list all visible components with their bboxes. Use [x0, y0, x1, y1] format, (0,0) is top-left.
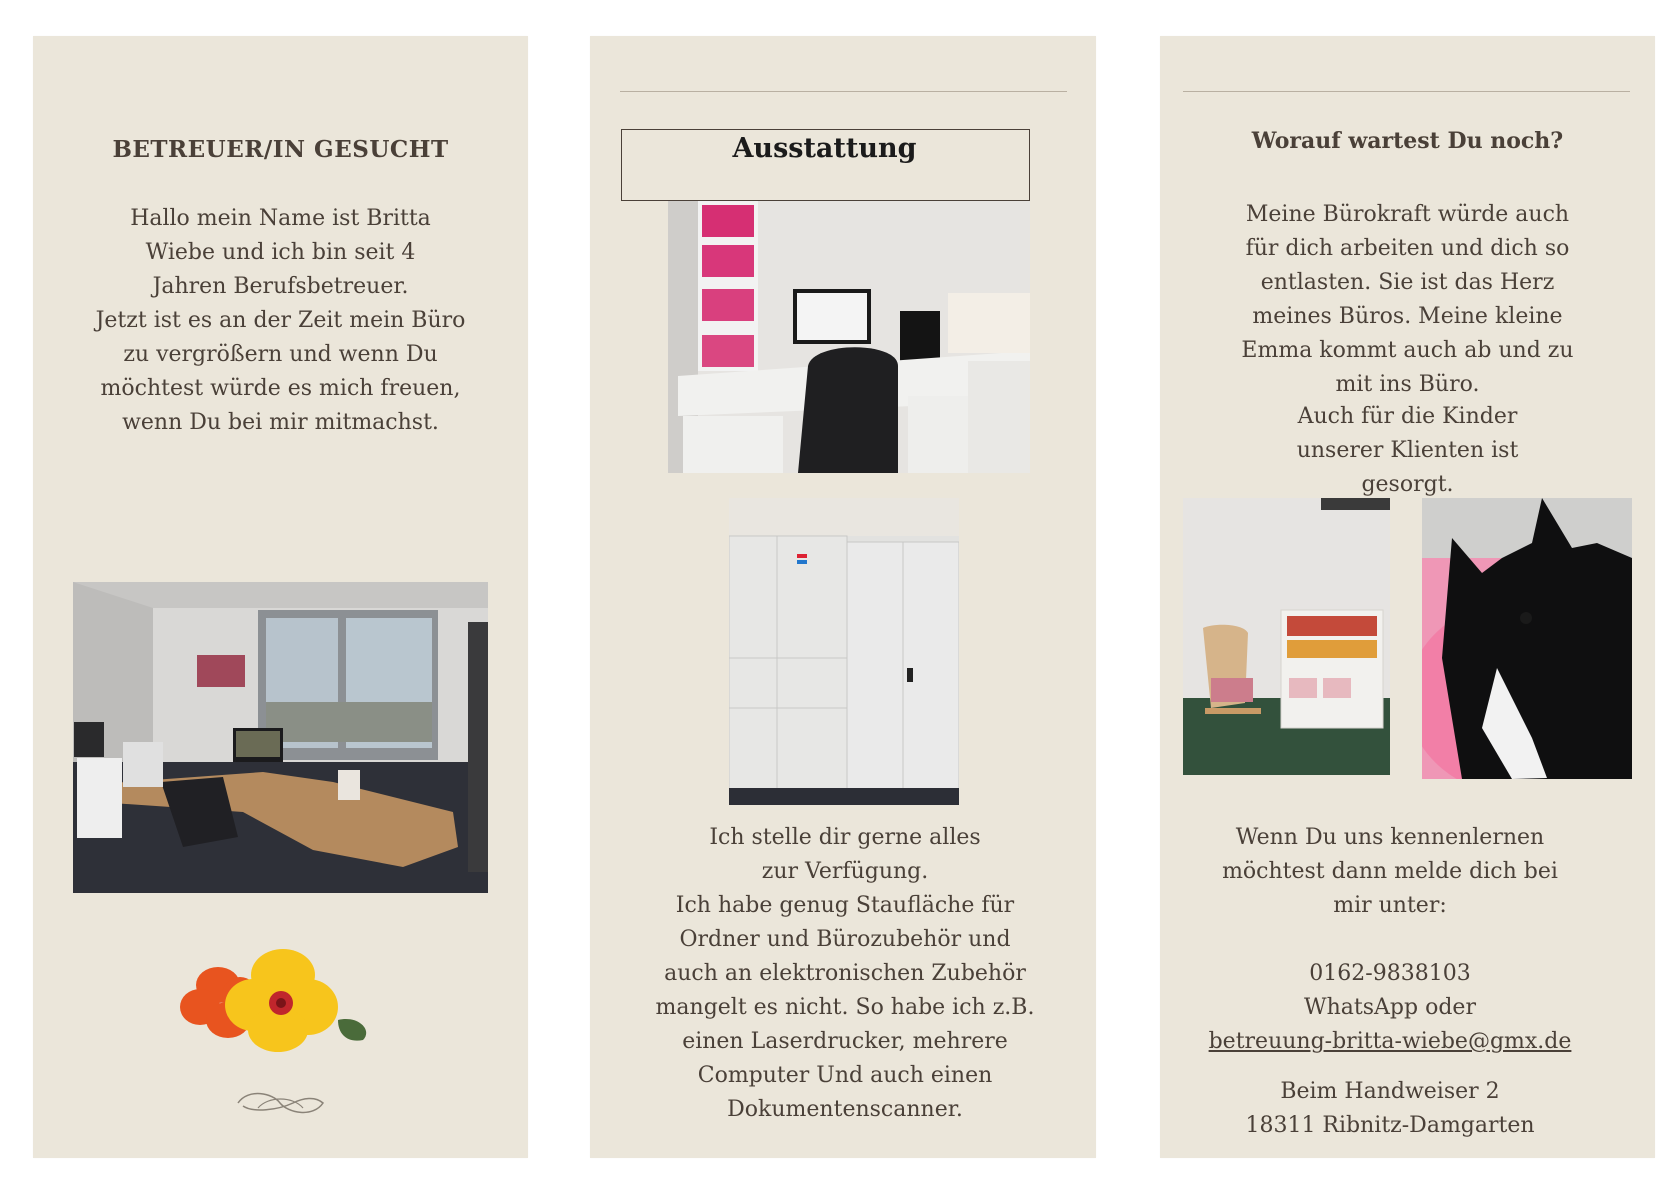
flourish-ornament-icon: [233, 1088, 328, 1118]
body-text: Jetzt ist es an der Zeit mein Büro zu vergrößern und wenn Du möchtest würde es mich freuen, wenn Du bei mir mitmachst.: [95, 308, 466, 435]
email-link[interactable]: betreuung-britta-wiebe@gmx.de: [1208, 1029, 1572, 1054]
divider: [620, 91, 1067, 92]
whatsapp-label: WhatsApp oder: [1304, 995, 1476, 1020]
email-link-wrap: [1180, 1025, 1600, 1059]
divider: [1183, 91, 1630, 92]
locker-cabinet-photo: [729, 498, 959, 805]
middle-panel: [590, 36, 1096, 1158]
office-room-photo: [73, 582, 488, 893]
kids-corner-photo: [1183, 498, 1390, 775]
supply-text: Ich stelle dir gerne alles zur Verfügung.: [709, 825, 981, 884]
left-panel: [33, 36, 528, 1158]
city-address: 18311 Ribnitz-Damgarten: [1245, 1113, 1535, 1138]
panel-heading: BETREUER/IN GESUCHT: [112, 136, 449, 163]
street-address: Beim Handweiser 2: [1280, 1079, 1500, 1104]
intro-text: Hallo mein Name ist Britta Wiebe und ich bin seit 4 Jahren Berufsbetreuer.: [130, 206, 431, 299]
children-text: Auch für die Kinder unserer Klienten ist gesorgt.: [1296, 404, 1519, 497]
contact-intro-text: Wenn Du uns kennenlernen möchtest dann melde dich bei mir unter:: [1222, 825, 1558, 918]
office-help-text: Meine Bürokraft würde auch für dich arbeiten und dich so entlasten. Sie ist das Herz meines Büros. Meine kleine Emma kommt auch ab und zu mit ins Büro.: [1241, 202, 1574, 397]
black-dog-photo: [1422, 498, 1632, 779]
hibiscus-flower-icon: [178, 945, 378, 1055]
right-panel: [1160, 36, 1655, 1158]
panel-heading: Ausstattung: [732, 133, 917, 164]
panel-heading: Worauf wartest Du noch?: [1251, 128, 1564, 154]
phone-number: 0162-9838103: [1309, 961, 1471, 986]
desk-with-monitor-photo: [668, 201, 1030, 473]
equipment-text: Ich habe genug Staufläche für Ordner und Bürozubehör und auch an elektronischen Zubehör mangelt es nicht. So habe ich z.B. einen Laserdrucker, mehrere Computer Und auch einen Dokumentenscanner.: [655, 893, 1035, 1122]
